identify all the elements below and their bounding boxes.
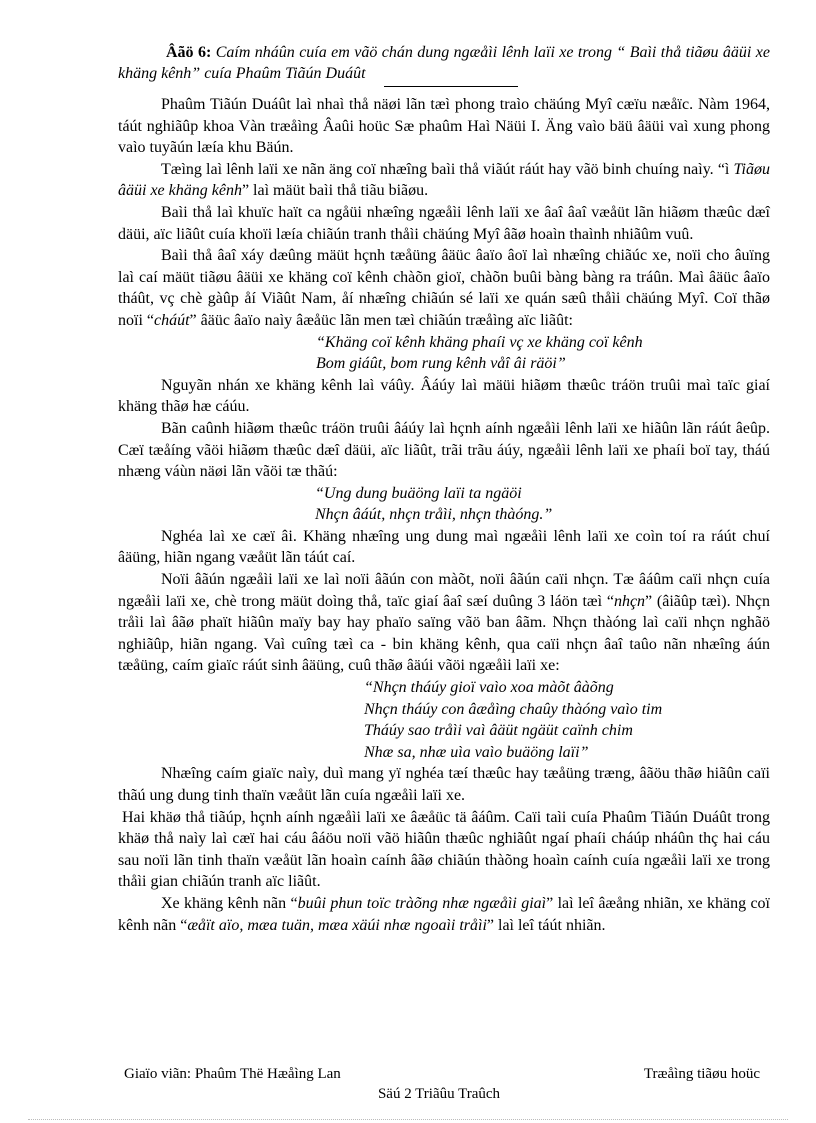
paragraph-text: Nghéa laì xe cæï âi. Khäng nhæîng ung dung maì ngæåìi lênh laïi xe coìn toí ra ráút chuí âäüng, hiãn ngang væåüt lãn táút caí. <box>118 527 770 567</box>
verse-line: Tháúy sao tråìi vaì âäüt ngäüt caïnh chim <box>364 722 633 740</box>
quoted-phrase: æåït aïo, mæa tuän, mæa xäúi nhæ ngoaìi tråìi <box>187 916 487 934</box>
body-paragraph <box>118 526 770 569</box>
footer-address: Säú 2 Triãûu Traûch <box>377 1086 501 1102</box>
paragraph-text: ” laì leî táút nhiãn. <box>486 916 606 934</box>
page-bottom-divider <box>28 1119 788 1120</box>
paragraph-text: Baìi thå laì khuïc haït ca ngåüi nhæîng ngæåìi lênh laïi xe âaî âaî væåüt lãn hiãøm thæûc dæî däüi, aïc liãût cuía khoïi læía chiãún tranh thåìi chäúng Myî âãø hoaìn thaình nhiãûm vuû. <box>118 203 770 243</box>
verse-line: Nhçn tháúy con âæåìng chaûy thàóng vaìo tim <box>364 700 663 718</box>
quoted-phrase: nhçn <box>613 592 646 610</box>
verse-line: Bom giáût, bom rung kênh våî âi räöi” <box>316 355 566 373</box>
body-paragraph <box>118 569 770 677</box>
verse-line: Nhçn âáút, nhçn tråìi, nhçn thàóng.” <box>315 506 553 524</box>
verse-line: “Khäng coï kênh khäng phaíi vç xe khäng coï kênh <box>316 333 643 351</box>
body-paragraph <box>118 893 770 936</box>
body-paragraph <box>118 202 770 245</box>
document-page <box>118 42 770 936</box>
body-paragraph <box>118 94 770 159</box>
title-underline <box>384 86 518 87</box>
paragraph-text: Phaûm Tiãún Duáût laì nhaì thå näøi lãn tæì phong traìo chäúng Myî cæïu næåïc. Nàm 1964, táút nghiãûp khoa Vàn træåìng Âaûi hoüc Sæ phaûm Haì Näüi I. Äng vaìo bäü âäüi vaì xung phong vaìo tuyãún læía khu Bäún. <box>118 96 770 157</box>
paragraph-text: Hai khäø thå tiãúp, hçnh aính ngæåìi laïi xe âæåüc tä âáûm. Caïi taìi cuía Phaûm Tiãún Duáût trong khäø thå naìy laì cæï hai cáu âáöu noïi vãö hiãûn thæûc nghiãût ngaí phaíi cháúp nháûn thç hai cáu sau noïi lãn tinh thaïn væåüt lãn hoaìn caính âãø chiãún thàõng hoaìn caính cuía ngæåìi laïi xe trong thåìi gian chiãún tranh aïc liãût. <box>118 808 770 891</box>
body-paragraph <box>118 418 770 483</box>
footer-school: Træåìng tiãøu hoüc <box>643 1066 760 1082</box>
page-footer <box>0 1066 816 1110</box>
paragraph-text: Noïi âãún ngæåìi laïi xe laì noïi âãún con màõt, noïi âãún caïi nhçn. Tæ âáûm caïi nhçn cuía ngæåìi laïi xe, chè trong mäüt doìng thå, taïc giaí âaî sæí duûng 3 láön tæì “ <box>118 571 770 610</box>
verse-line: Nhæ sa, nhæ uìa vaìo buäöng laïi” <box>364 743 589 761</box>
quoted-phrase: cháút <box>154 311 190 329</box>
title-lead: Âãö 6: <box>166 44 212 61</box>
paragraph-text: ” âäüc âaïo naìy âæåüc lãn men tæì chiãún træåìng aïc liãût: <box>189 311 573 329</box>
footer-teacher: Giaïo viãn: Phaûm Thë Hæåìng Lan <box>124 1066 341 1082</box>
paragraph-text: ” laì leî âæång nhiãn, xe khäng coï kênh nãn “ <box>118 894 771 934</box>
body-paragraph <box>118 245 770 331</box>
title-prompt: Caím nháûn cuía em vãö chán dung ngæåìi lênh laïi xe trong “ Baìi thå tiãøu âäüi xe khäng kênh” cuía Phaûm Tiãún Duáût <box>118 44 770 82</box>
essay-title <box>118 42 770 84</box>
paragraph-text: ” laì mäüt baìi thå tiãu biãøu. <box>241 182 429 200</box>
paragraph-text: Tæìng laì lênh laïi xe nãn äng coï nhæîng baìi thå viãút ráút hay vãö binh chuíng naìy. “ì <box>161 160 734 178</box>
body-paragraph <box>118 375 770 418</box>
quoted-phrase: buûi phun toïc tràõng nhæ ngæåìi giaì <box>297 894 547 912</box>
paragraph-text: Nhæîng caím giaïc naìy, duì mang yï nghéa tæí thæûc hay tæåüng træng, âãöu thãø hiãûn caïi thãú ung dung tinh thaïn væåüt lãn cuía ngæåìi laïi xe. <box>118 765 770 804</box>
verse-line: “Nhçn tháúy gioï vaìo xoa màõt âàõng <box>364 679 614 697</box>
paragraph-text: ” (âiãûp tæì). Nhçn tråìi laì âãø phaït hiãûn maïy bay hay phaïo saïng vãö ban âãm. Nhçn thàóng laì caïi nhçn nghãö nghiãûp, hiãn ngang. Vaì cuîng tæì ca - bin khäng kênh, qua caïi nhçn âaî taûo nãn nhæîng áún tæåüng, caím giaïc ráút sinh âäüng, cuû thãø âäúi vãöi ngæåìi laïi xe: <box>118 592 771 675</box>
paragraph-text: Nguyãn nhán xe khäng kênh laì váûy. Âáúy laì mäüi hiãøm thæûc tráön truûi maì taïc giaí khäng thãø hæ cáúu. <box>118 376 770 416</box>
body-paragraph <box>118 159 770 202</box>
paragraph-text: Bãn caûnh hiãøm thæûc tráön truûi âáúy laì hçnh aính ngæåìi lênh laïi xe hiãûn lãn ráút âeûp. Cæï tæåíng vãöi hiãøm thæûc dæî däüi, aïc liãût, trãi trãu áúy, ngæåìi lênh laïi xe phaíi boï tay, tháú nhæng váùn näøi lãn vãöi tæ thãú: <box>118 419 770 481</box>
verse-line: “Ung dung buäöng laïi ta ngäöi <box>315 484 522 502</box>
body-paragraph <box>118 763 770 806</box>
body-paragraph <box>118 807 770 893</box>
paragraph-text: Baìi thå âaî xáy dæûng mäüt hçnh tæåüng âäüc âaïo âoï laì nhæîng chiãúc xe, noïi cho âuïng laì caí mäüt tiãøu âäüi xe khäng coï kênh chàõn gioï, chàõn buûi bàng bàng ra tráûn. Maì âäüc âaïo tháût, vç chè gàûp åí Viãût Nam, åí nhæîng chiãún sé laïi xe quán sæû thåìi chäúng Myî. Coï thãø noïi “ <box>118 247 770 329</box>
paragraph-text: Xe khäng kênh nãn “ <box>161 894 298 912</box>
quoted-phrase: Tiãøu âäüi xe khäng kênh <box>118 160 770 200</box>
essay-body <box>118 94 770 936</box>
